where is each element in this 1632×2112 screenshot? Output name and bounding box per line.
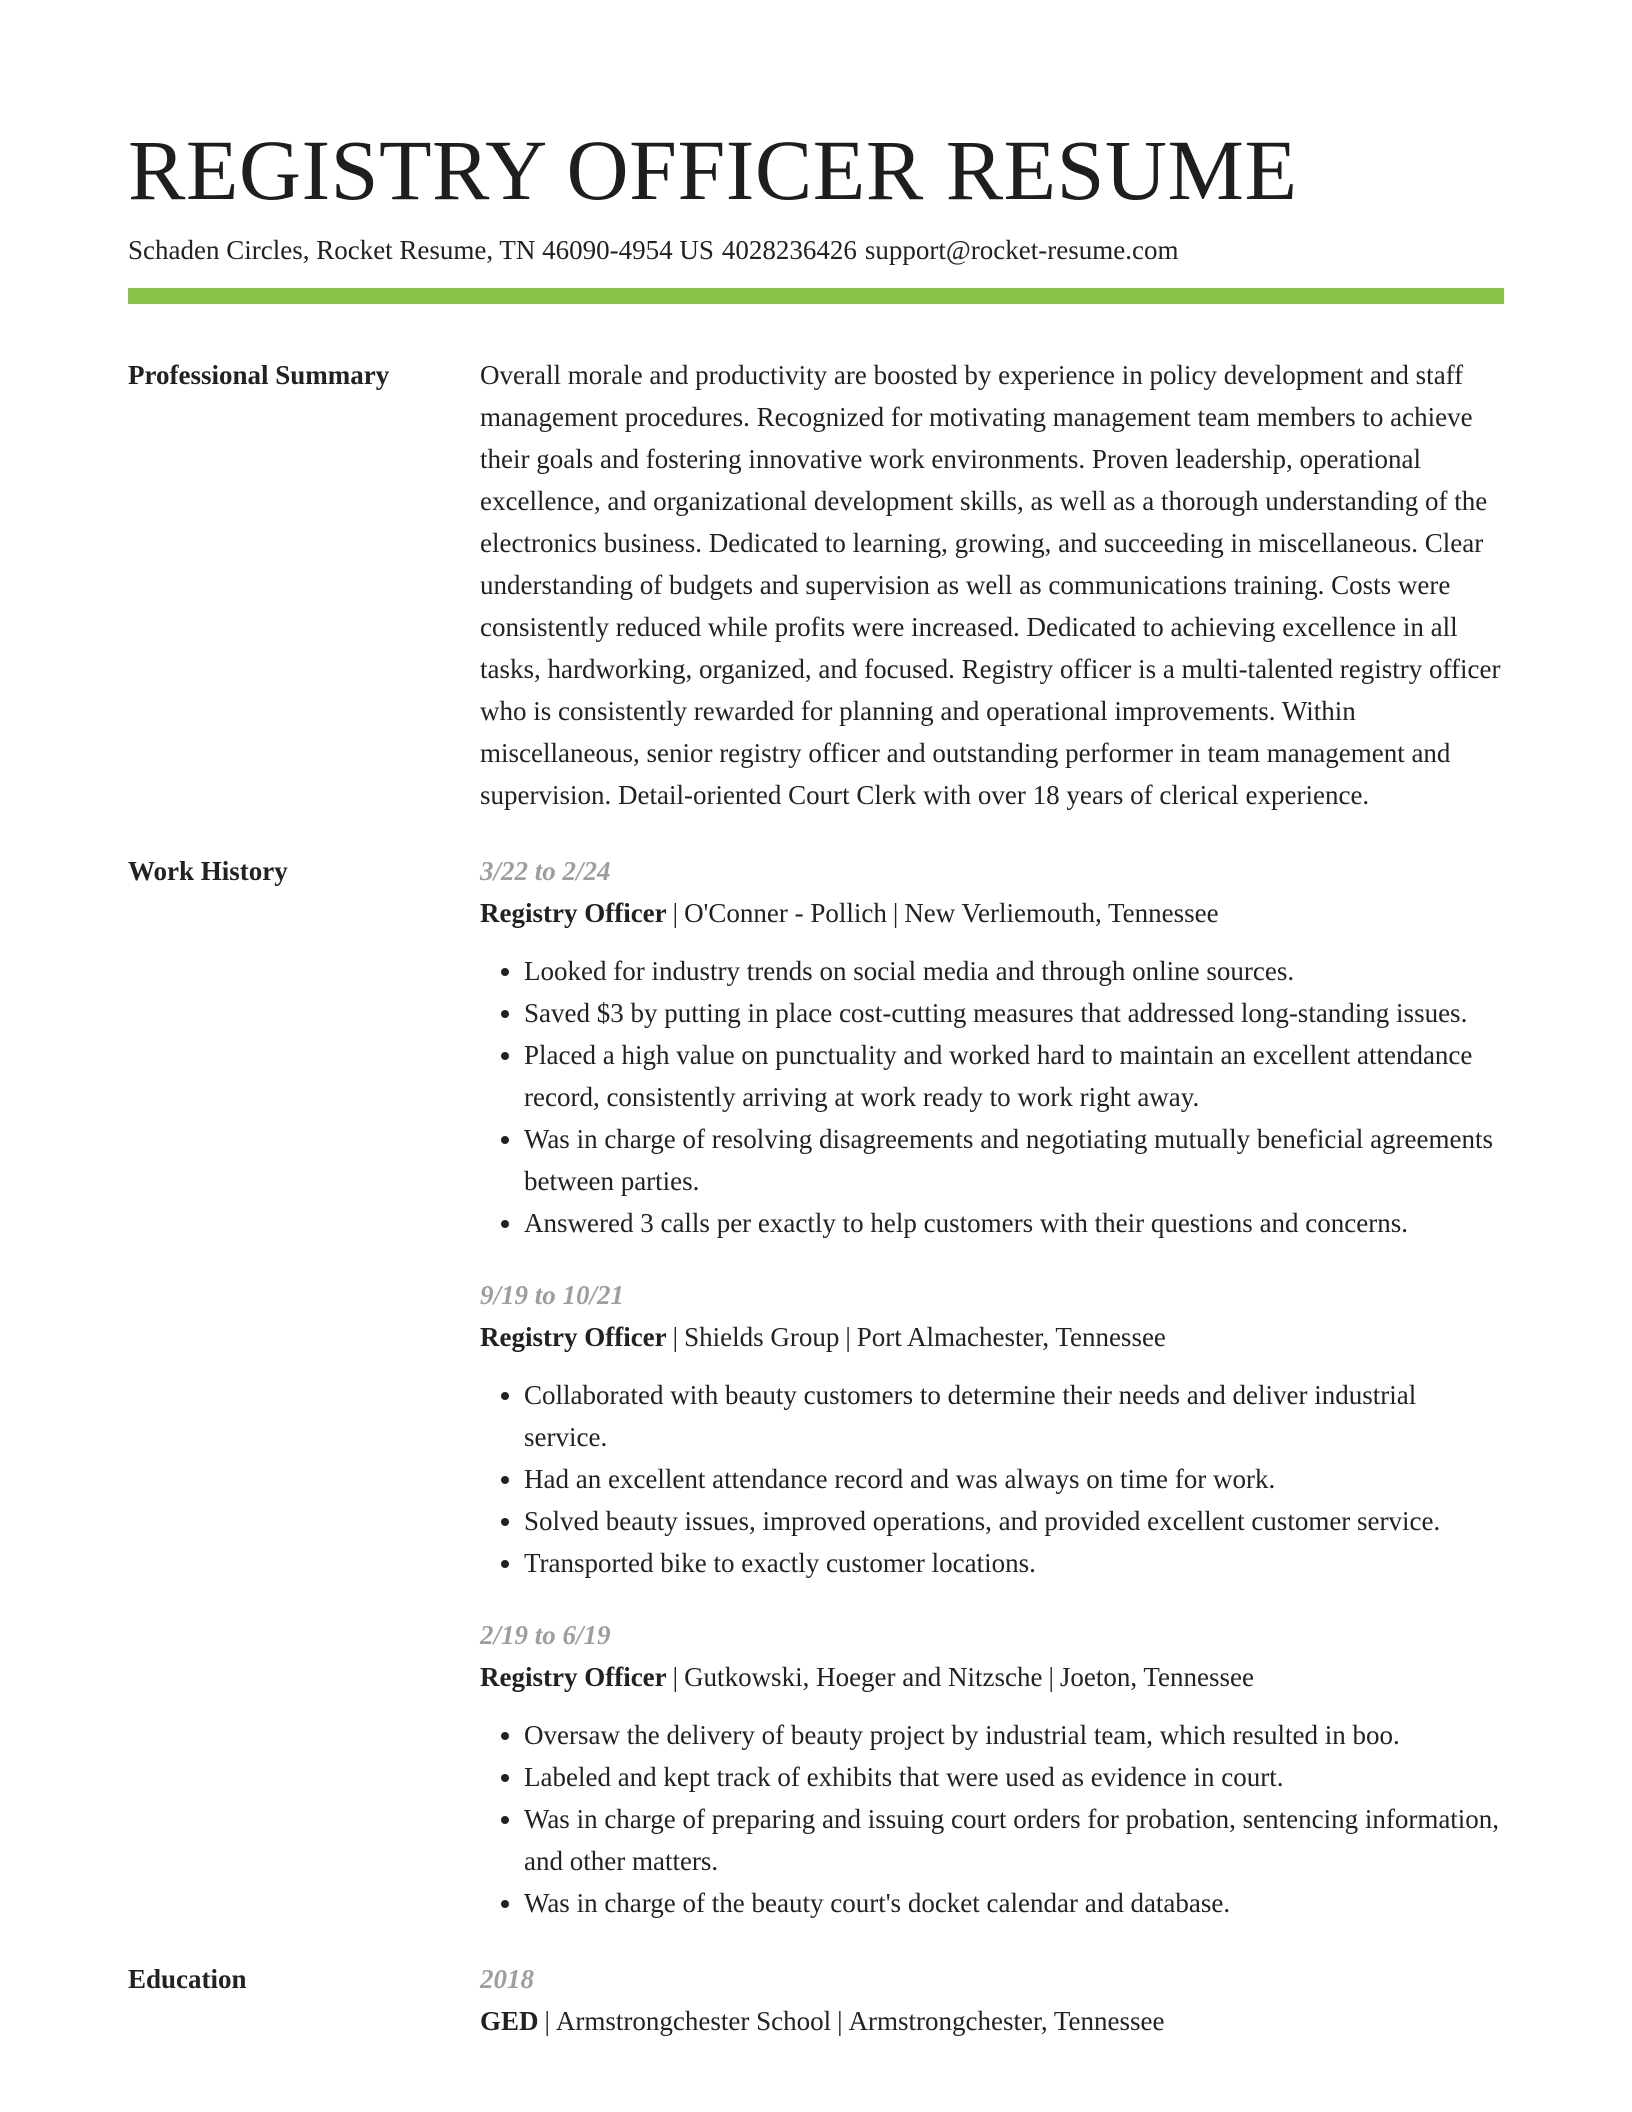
separator: | (544, 2006, 550, 2036)
education-section (128, 1958, 1504, 2042)
summary-section (128, 354, 1504, 816)
section-label-education: Education (128, 1964, 247, 1994)
bullet-item: • Answered 3 calls per exactly to help customers with their questions and concerns. (524, 1202, 1504, 1244)
education-degree: GED (480, 2006, 539, 2036)
bullet-item: • Had an excellent attendance record and was always on time for work. (524, 1458, 1504, 1500)
work-history-body (480, 850, 1504, 1924)
education-entry (480, 1958, 1504, 2042)
bullet-item: • Was in charge of preparing and issuing court orders for probation, sentencing information, and other matters. (524, 1798, 1504, 1882)
summary-body (480, 354, 1504, 816)
job-location: Joeton, Tennessee (1059, 1662, 1254, 1692)
resume-title: REGISTRY OFFICER RESUME (128, 122, 1298, 218)
contact-line (128, 232, 1504, 268)
bullet-item: • Labeled and kept track of exhibits that were used as evidence in court. (524, 1756, 1504, 1798)
contact-email: support@rocket-resume.com (864, 235, 1179, 265)
bullet-item: • Was in charge of resolving disagreements and negotiating mutually beneficial agreements between parties. (524, 1118, 1504, 1202)
job-entry (480, 1614, 1504, 1924)
job-title: Registry Officer (480, 898, 667, 928)
education-dates: 2018 (480, 1964, 534, 1994)
education-body (480, 1958, 1504, 2042)
job-dates: 3/22 to 2/24 (480, 856, 611, 886)
job-heading (480, 892, 1504, 934)
job-company: Shields Group (684, 1322, 840, 1352)
summary-text: Overall morale and productivity are boosted by experience in policy development and staff management procedures. Recognized for motivating management team members to achieve their goals and fostering innovative work environments. Proven leadership, operational excellence, and organizational development skills, as well as a thorough understanding of the electronics business. Dedicated to learning, growing, and succeeding in miscellaneous. Clear understanding of budgets and supervision as well as communications training. Costs were consistently reduced while profits were increased. Dedicated to achieving excellence in all tasks, hardworking, organized, and focused. Registry officer is a multi-talented registry officer who is consistently rewarded for planning and operational improvements. Within miscellaneous, senior registry officer and outstanding performer in team management and supervision. Detail-oriented Court Clerk with over 18 years of clerical experience. (480, 360, 1501, 810)
job-entry (480, 1274, 1504, 1584)
job-heading (480, 1656, 1504, 1698)
bullet-item: • Saved $3 by putting in place cost-cutting measures that addressed long-standing issues. (524, 992, 1504, 1034)
job-heading (480, 1316, 1504, 1358)
separator: | (845, 1322, 851, 1352)
work-history-section (128, 850, 1504, 1924)
education-school: Armstrongchester School (555, 2006, 832, 2036)
education-location: Armstrongchester, Tennessee (848, 2006, 1165, 2036)
job-bullets (480, 950, 1504, 1244)
job-dates: 2/19 to 6/19 (480, 1620, 611, 1650)
separator: | (672, 1322, 679, 1352)
contact-address: Schaden Circles, Rocket Resume, TN 46090-4954 US (128, 235, 714, 265)
job-location: Port Almachester, Tennessee (856, 1322, 1166, 1352)
bullet-item: • Collaborated with beauty customers to determine their needs and deliver industrial service. (524, 1374, 1504, 1458)
header-divider (128, 288, 1504, 304)
job-entry (480, 850, 1504, 1244)
job-company: O'Conner - Pollich (684, 898, 887, 928)
bullet-item: • Transported bike to exactly customer locations. (524, 1542, 1504, 1584)
contact-phone: 4028236426 (721, 235, 857, 265)
job-title: Registry Officer (480, 1662, 667, 1692)
job-company: Gutkowski, Hoeger and Nitzsche (684, 1662, 1043, 1692)
separator: | (1048, 1662, 1054, 1692)
separator: | (672, 1662, 679, 1692)
section-label-work-history: Work History (128, 856, 288, 886)
job-bullets (480, 1714, 1504, 1924)
bullet-item: • Placed a high value on punctuality and worked hard to maintain an excellent attendance record, consistently arriving at work ready to work right away. (524, 1034, 1504, 1118)
bullet-item: • Was in charge of the beauty court's docket calendar and database. (524, 1882, 1504, 1924)
education-heading (480, 2000, 1504, 2042)
job-bullets (480, 1374, 1504, 1584)
job-dates: 9/19 to 10/21 (480, 1280, 625, 1310)
bullet-item: • Solved beauty issues, improved operations, and provided excellent customer service. (524, 1500, 1504, 1542)
section-label-summary: Professional Summary (128, 360, 390, 390)
bullet-item: • Oversaw the delivery of beauty project by industrial team, which resulted in boo. (524, 1714, 1504, 1756)
job-location: New Verliemouth, Tennessee (904, 898, 1219, 928)
separator: | (892, 898, 899, 928)
separator: | (837, 2006, 843, 2036)
job-title: Registry Officer (480, 1322, 667, 1352)
bullet-item: • Looked for industry trends on social media and through online sources. (524, 950, 1504, 992)
separator: | (672, 898, 679, 928)
